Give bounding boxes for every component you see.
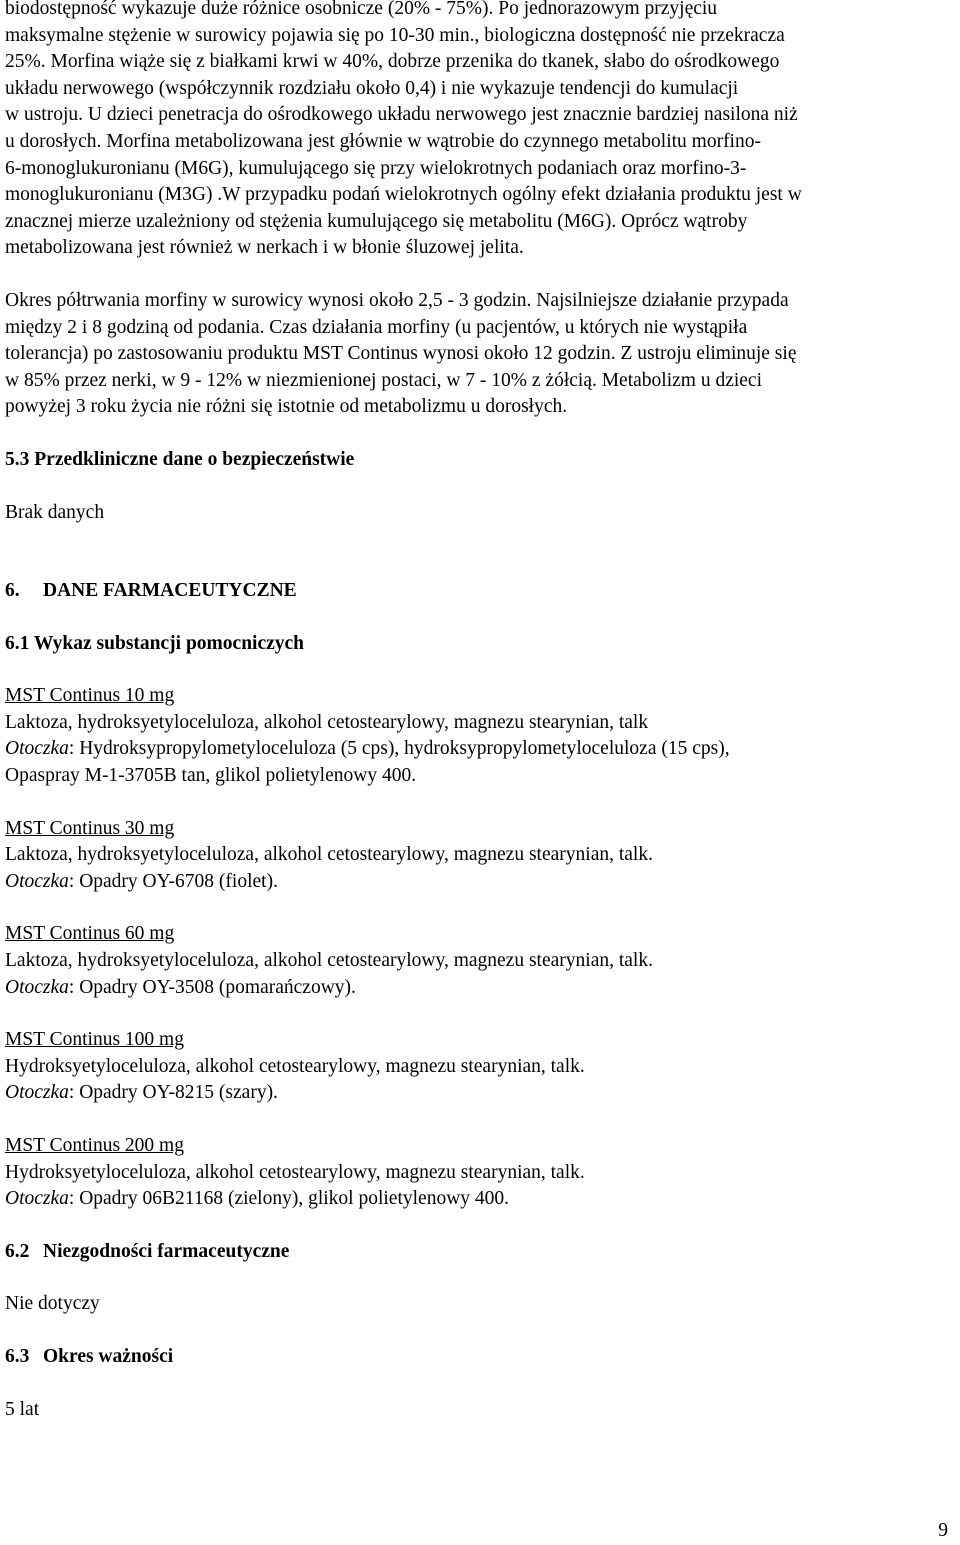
core-excipients: Hydroksyetyloceluloza, alkohol cetostearylowy, magnezu stearynian, talk.: [5, 1055, 585, 1077]
text-line: powyżej 3 roku życia nie różni się istotnie od metabolizmu u dorosłych.: [5, 396, 568, 418]
section-heading-6-3: [5, 1344, 953, 1371]
coating-excipients-continued: Opaspray M-1-3705B tan, glikol polietylenowy 400.: [5, 765, 417, 787]
text-line: u dorosłych. Morfina metabolizowana jest głównie w wątrobie do czynnego metabolitu morfino-: [5, 130, 761, 152]
section-number: 6.3: [5, 1345, 30, 1367]
section-heading-6-2: [5, 1239, 953, 1266]
section-number: 6.: [5, 580, 20, 602]
coating-excipients: Otoczka: Opadry OY-8215 (szary).: [5, 1082, 278, 1104]
core-excipients: Laktoza, hydroksyetyloceluloza, alkohol cetostearylowy, magnezu stearynian, talk.: [5, 950, 653, 972]
excipient-group-30mg: [5, 816, 953, 896]
coating-excipients: Otoczka: Opadry OY-6708 (fiolet).: [5, 870, 278, 892]
text-line: znacznej mierze uzależniony od stężenia kumulującego się metabolitu (M6G). Oprócz wątroby: [5, 210, 748, 232]
core-excipients: Hydroksyetyloceluloza, alkohol cetostearylowy, magnezu stearynian, talk.: [5, 1161, 585, 1183]
section-heading-5-3: 5.3 Przedkliniczne dane o bezpieczeństwie: [5, 448, 355, 470]
coating-excipients: Otoczka: Opadry OY-3508 (pomarańczowy).: [5, 976, 356, 998]
product-name: MST Continus 100 mg: [5, 1029, 184, 1051]
section-title: Okres ważności: [43, 1345, 174, 1367]
page-number: 9: [938, 1520, 948, 1541]
text-line: 25%. Morfina wiąże się z białkami krwi w 40%, dobrze przenika do tkanek, słabo do ośrodkowego: [5, 51, 780, 73]
core-excipients: Laktoza, hydroksyetyloceluloza, alkohol cetostearylowy, magnezu stearynian, talk.: [5, 844, 653, 866]
text-line: 6-monoglukuronianu (M6G), kumulującego się przy wielokrotnych podaniach oraz morfino-3-: [5, 157, 747, 179]
coating-label: Otoczka: [5, 738, 69, 760]
text-line: monoglukuronianu (M3G) .W przypadku podań wielokrotnych ogólny efekt działania produktu jest w: [5, 184, 802, 206]
pharmacokinetics-paragraph-1: [5, 0, 953, 262]
text-line: metabolizowana jest również w nerkach i w błonie śluzowej jelita.: [5, 237, 524, 259]
product-name: MST Continus 60 mg: [5, 923, 175, 945]
section-body-6-2: Nie dotyczy: [5, 1293, 100, 1315]
section-heading-6: [5, 578, 953, 605]
coating-label: Otoczka: [5, 870, 69, 892]
coating-label: Otoczka: [5, 1188, 69, 1210]
text-line: w ustroju. U dzieci penetracja do ośrodkowego układu nerwowego jest znacznie bardziej nasilona niż: [5, 104, 798, 126]
product-name: MST Continus 30 mg: [5, 817, 175, 839]
coating-excipients: Otoczka: Opadry 06B21168 (zielony), glikol polietylenowy 400.: [5, 1188, 510, 1210]
section-title: Niezgodności farmaceutyczne: [43, 1240, 290, 1262]
section-body-5-3: Brak danych: [5, 501, 105, 523]
excipient-group-10mg: [5, 683, 953, 789]
coating-label: Otoczka: [5, 1082, 69, 1104]
excipient-group-100mg: [5, 1027, 953, 1107]
core-excipients: Laktoza, hydroksyetyloceluloza, alkohol cetostearylowy, magnezu stearynian, talk: [5, 711, 649, 733]
coating-label: Otoczka: [5, 976, 69, 998]
document-page: [5, 0, 953, 1423]
text-line: tolerancja) po zastosowaniu produktu MST Continus wynosi około 12 godzin. Z ustroju eliminuje się: [5, 343, 797, 365]
excipient-group-200mg: [5, 1133, 953, 1213]
section-title: DANE FARMACEUTYCZNE: [43, 580, 297, 602]
text-line: w 85% przez nerki, w 9 - 12% w niezmienionej postaci, w 7 - 10% z żółcią. Metabolizm u dzieci: [5, 369, 762, 391]
section-number: 6.2: [5, 1240, 30, 1262]
excipient-group-60mg: [5, 921, 953, 1001]
section-heading-6-1: [5, 631, 953, 658]
text-line: biodostępność wykazuje duże różnicе osobnicze (20% - 75%). Po jednorazowym przyjęciu: [5, 0, 718, 19]
coating-excipients: Otoczka: Hydroksypropylometyloceluloza (5 cps), hydroksypropylometyloceluloza (15 cps),: [5, 738, 730, 760]
pharmacokinetics-paragraph-2: [5, 288, 953, 421]
product-name: MST Continus 200 mg: [5, 1135, 184, 1156]
text-line: Okres półtrwania morfiny w surowicy wynosi około 2,5 - 3 godzin. Najsilniejsze działanie przypada: [5, 289, 789, 311]
text-line: układu nerwowego (współczynnik rozdziału około 0,4) i nie wykazuje tendencji do kumulacji: [5, 77, 739, 99]
text-line: maksymalne stężenie w surowicy pojawia się po 10-30 min., biologiczna dostępność nie przekracza: [5, 24, 785, 46]
section-body-6-3: 5 lat: [5, 1398, 40, 1420]
text-line: między 2 i 8 godziną od podania. Czas działania morfiny (u pacjentów, u których nie wystąpiła: [5, 316, 748, 338]
section-title: Wykaz substancji pomocniczych: [33, 632, 305, 654]
section-number: 6.1: [5, 632, 30, 654]
product-name: MST Continus 10 mg: [5, 685, 175, 707]
